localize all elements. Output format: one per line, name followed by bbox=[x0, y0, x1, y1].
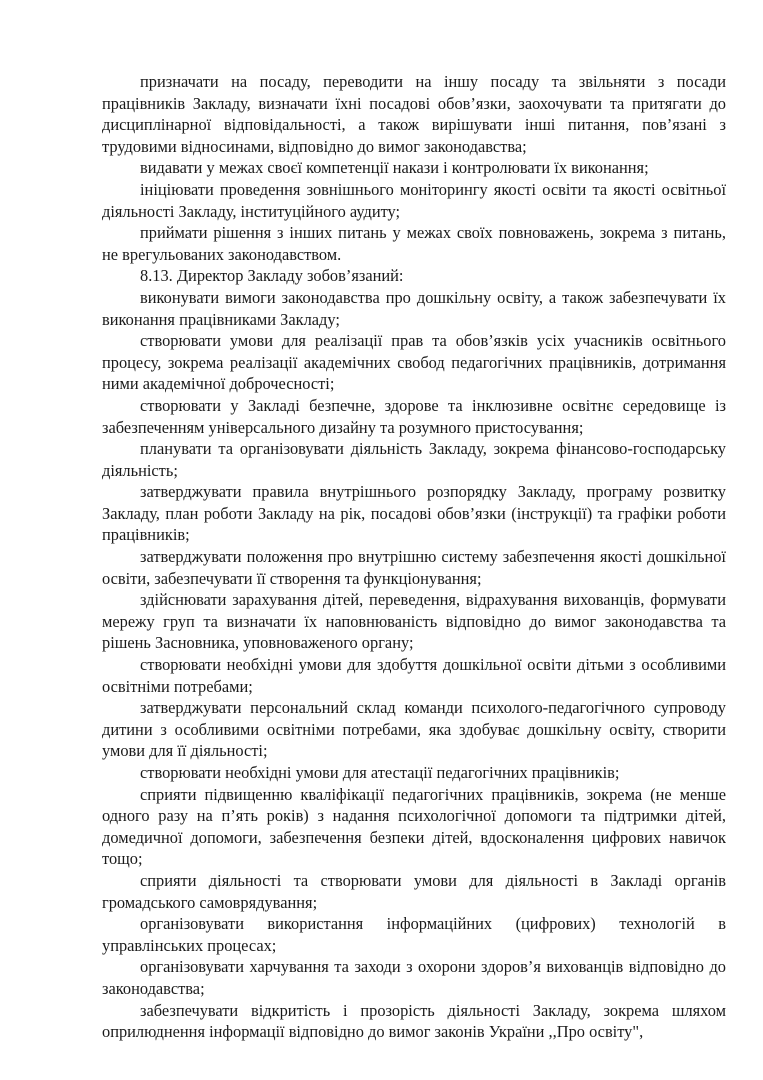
paragraph: виконувати вимоги законодавства про дошкільну освіту, а також забезпечувати їх виконання працівниками Закладу; bbox=[102, 287, 726, 329]
document-page bbox=[102, 71, 726, 1043]
paragraph: приймати рішення з інших питань у межах своїх повноважень, зокрема з питань, не врегульованих законодавством. bbox=[102, 223, 726, 264]
paragraph: створювати у Закладі безпечне, здорове та інклюзивне освітнє середовище із забезпеченням універсального дизайну та розумного пристосування; bbox=[102, 395, 726, 437]
paragraph: забезпечувати відкритість і прозорість діяльності Закладу, зокрема шляхом оприлюднення інформації відповідно до вимог законів України ,,Про освіту", bbox=[102, 1000, 726, 1042]
paragraph: затверджувати персональний склад команди психолого-педагогічного супроводу дитини з особливими освітніми потребами, яка здобуває дошкільну освіту, створити умови для її діяльності; bbox=[102, 698, 726, 761]
paragraph: створювати умови для реалізації прав та обов’язків усіх учасників освітнього процесу, зокрема реалізації академічних свобод педагогічних працівників, дотримання ними академічної доброчесності; bbox=[102, 331, 726, 394]
paragraph: ініціювати проведення зовнішнього моніторингу якості освіти та якості освітньої діяльності Закладу, інституційного аудиту; bbox=[102, 179, 726, 221]
paragraph: сприяти підвищенню кваліфікації педагогічних працівників, зокрема (не менше одного разу на п’ять років) з надання психологічної допомоги та підтримки дітей, домедичної допомоги, забезпечення безпеки дітей, вдосконалення цифрових навичок тощо; bbox=[102, 784, 726, 869]
section-heading: 8.13. Директор Закладу зобов’язаний: bbox=[140, 266, 404, 286]
paragraph: видавати у межах своєї компетенції накази і контролювати їх виконання; bbox=[140, 158, 649, 178]
paragraph: затверджувати правила внутрішнього розпорядку Закладу, програму розвитку Закладу, план роботи Закладу на рік, посадові обов’язки (інструкції) та графіки роботи працівників; bbox=[102, 482, 726, 545]
paragraph: створювати необхідні умови для атестації педагогічних працівників; bbox=[140, 763, 620, 782]
paragraph: призначати на посаду, переводити на іншу посаду та звільняти з посади працівників Закладу, визначати їхні посадові обов’язки, заохочувати та притягати до дисциплінарної відповідальності, а також вирішувати інші питання, пов’язані з трудовими відносинами, відповідно до вимог законодавства; bbox=[102, 72, 726, 156]
paragraph: сприяти діяльності та створювати умови для діяльності в Закладі органів громадського самоврядування; bbox=[102, 870, 726, 912]
paragraph: здійснювати зарахування дітей, переведення, відрахування вихованців, формувати мережу груп та визначати їх наповнюваність відповідно до вимог законодавства та рішень Засновника, уповноваженого органу; bbox=[102, 590, 726, 653]
paragraph: затверджувати положення про внутрішню систему забезпечення якості дошкільної освіти, забезпечувати її створення та функціонування; bbox=[102, 547, 726, 588]
paragraph: організовувати харчування та заходи з охорони здоров’я вихованців відповідно до законодавства; bbox=[102, 957, 726, 998]
paragraph: створювати необхідні умови для здобуття дошкільної освіти дітьми з особливими освітніми потребами; bbox=[102, 655, 726, 696]
paragraph: планувати та організовувати діяльність Закладу, зокрема фінансово-господарську діяльність; bbox=[102, 439, 726, 480]
paragraph: організовувати використання інформаційних (цифрових) технологій в управлінських процесах; bbox=[102, 914, 726, 955]
